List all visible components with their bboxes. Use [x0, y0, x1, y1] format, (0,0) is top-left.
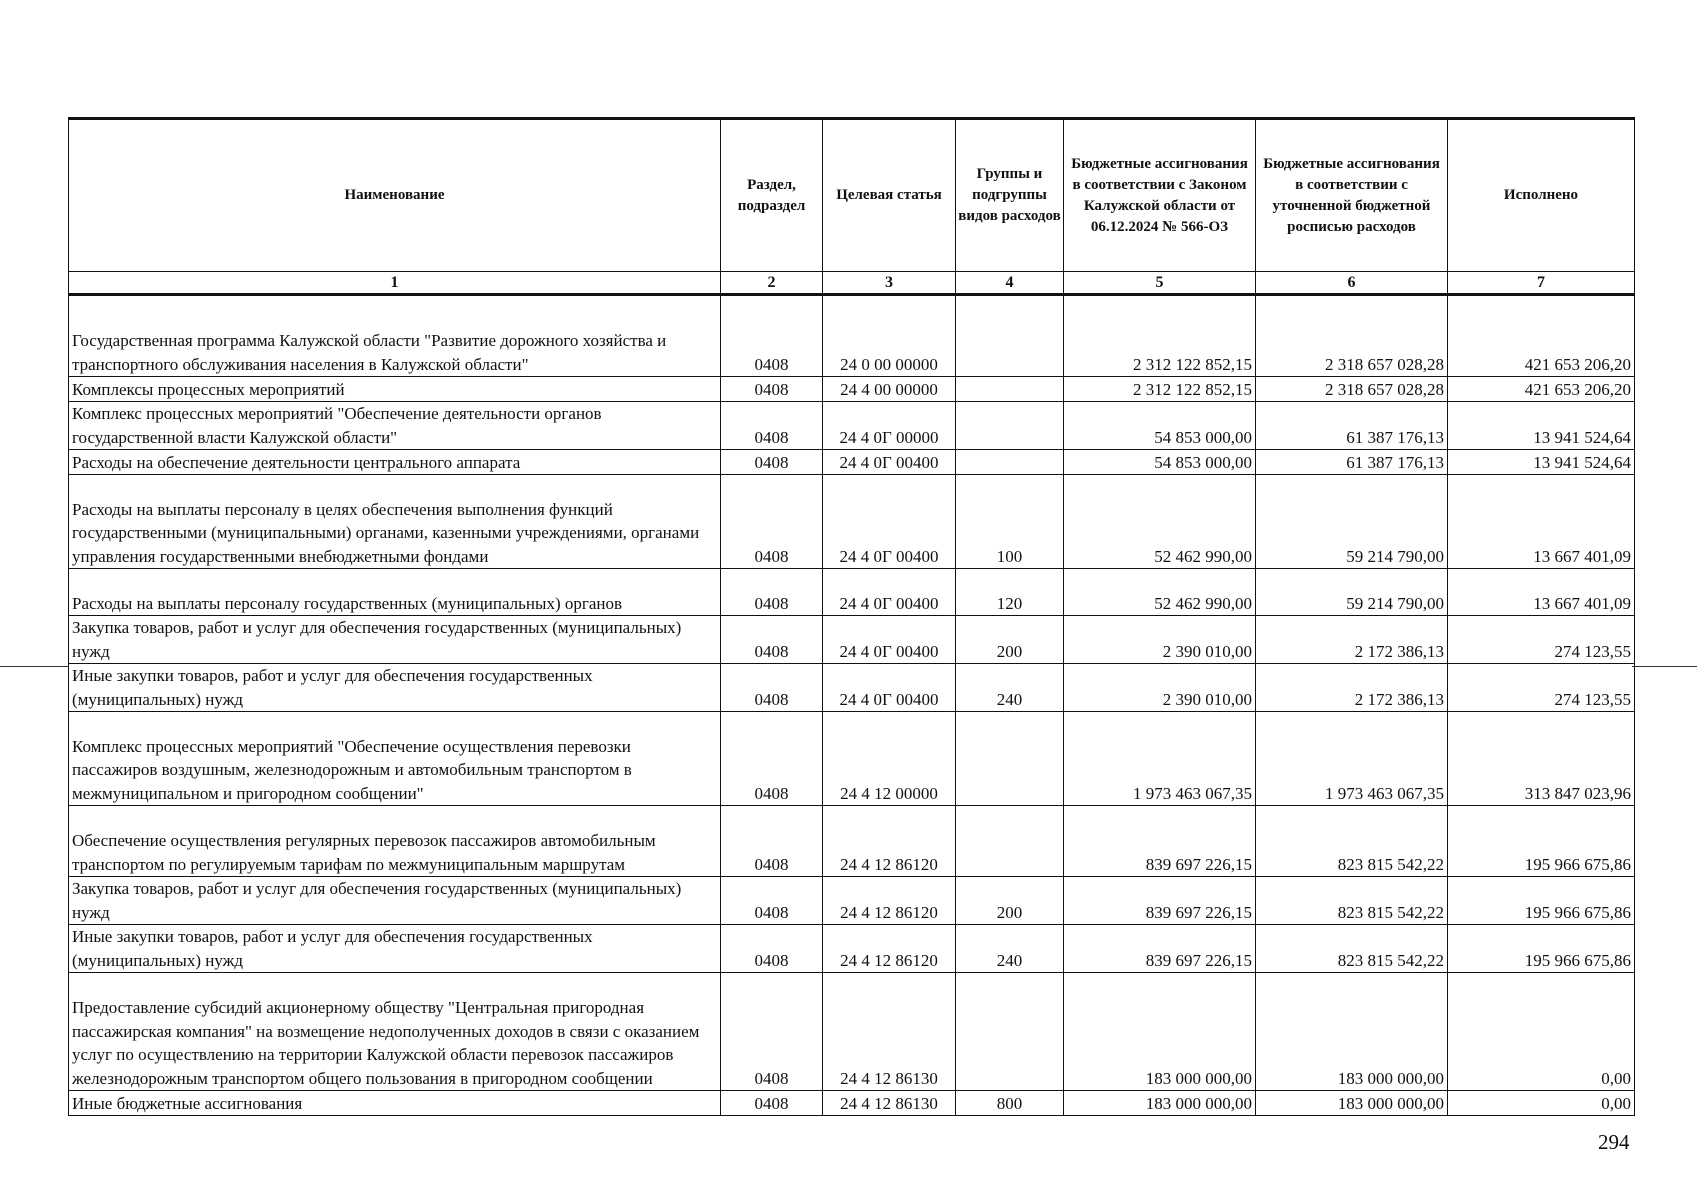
row-refined: 1 973 463 067,35 — [1256, 712, 1448, 806]
row-target: 24 4 12 86120 — [823, 806, 956, 877]
row-section: 0408 — [721, 877, 823, 925]
row-section: 0408 — [721, 616, 823, 664]
row-name: Иные бюджетные ассигнования — [69, 1091, 721, 1116]
header-law: Бюджетные ассигнования в соответствии с Законом Калужской области от 06.12.2024 № 566-ОЗ — [1064, 119, 1256, 272]
row-group — [956, 295, 1064, 377]
row-executed: 13 941 524,64 — [1448, 402, 1635, 450]
row-refined: 823 815 542,22 — [1256, 806, 1448, 877]
row-group — [956, 377, 1064, 402]
row-section: 0408 — [721, 377, 823, 402]
col-number: 5 — [1064, 272, 1256, 295]
row-target: 24 4 12 00000 — [823, 712, 956, 806]
row-executed: 195 966 675,86 — [1448, 877, 1635, 925]
row-name: Иные закупки товаров, работ и услуг для обеспечения государственных (муниципальных) нужд — [69, 925, 721, 973]
row-executed: 421 653 206,20 — [1448, 295, 1635, 377]
row-law: 1 973 463 067,35 — [1064, 712, 1256, 806]
header-name: Наименование — [69, 119, 721, 272]
row-group: 200 — [956, 616, 1064, 664]
row-section: 0408 — [721, 806, 823, 877]
row-executed: 13 667 401,09 — [1448, 569, 1635, 616]
table-row — [69, 616, 1635, 664]
row-law: 52 462 990,00 — [1064, 475, 1256, 569]
col-number: 2 — [721, 272, 823, 295]
scan-line-right — [1632, 666, 1697, 667]
scan-line-left — [0, 666, 68, 667]
column-number-row — [69, 272, 1635, 295]
row-group — [956, 973, 1064, 1091]
row-section: 0408 — [721, 569, 823, 616]
row-name: Комплексы процессных мероприятий — [69, 377, 721, 402]
row-law: 54 853 000,00 — [1064, 450, 1256, 475]
row-refined: 2 318 657 028,28 — [1256, 377, 1448, 402]
table-row — [69, 377, 1635, 402]
table-row — [69, 569, 1635, 616]
row-target: 24 4 0Г 00400 — [823, 616, 956, 664]
row-name: Комплекс процессных мероприятий "Обеспечение деятельности органов государственной власти Калужской области" — [69, 402, 721, 450]
row-section: 0408 — [721, 973, 823, 1091]
row-target: 24 4 12 86120 — [823, 925, 956, 973]
row-refined: 823 815 542,22 — [1256, 877, 1448, 925]
row-name: Иные закупки товаров, работ и услуг для обеспечения государственных (муниципальных) нужд — [69, 664, 721, 712]
row-name: Закупка товаров, работ и услуг для обеспечения государственных (муниципальных) нужд — [69, 877, 721, 925]
row-refined: 823 815 542,22 — [1256, 925, 1448, 973]
row-group: 100 — [956, 475, 1064, 569]
row-executed: 274 123,55 — [1448, 664, 1635, 712]
row-law: 839 697 226,15 — [1064, 877, 1256, 925]
row-refined: 61 387 176,13 — [1256, 402, 1448, 450]
header-groups: Группы и подгруппы видов расходов — [956, 119, 1064, 272]
row-section: 0408 — [721, 402, 823, 450]
row-refined: 59 214 790,00 — [1256, 569, 1448, 616]
row-target: 24 4 12 86130 — [823, 973, 956, 1091]
row-name: Закупка товаров, работ и услуг для обеспечения государственных (муниципальных) нужд — [69, 616, 721, 664]
header-section: Раздел, подраздел — [721, 119, 823, 272]
row-group: 200 — [956, 877, 1064, 925]
row-group — [956, 402, 1064, 450]
row-group: 240 — [956, 925, 1064, 973]
table-row — [69, 973, 1635, 1091]
row-law: 183 000 000,00 — [1064, 1091, 1256, 1116]
row-executed: 13 667 401,09 — [1448, 475, 1635, 569]
row-name: Расходы на выплаты персоналу государственных (муниципальных) органов — [69, 569, 721, 616]
row-section: 0408 — [721, 295, 823, 377]
row-refined: 2 172 386,13 — [1256, 664, 1448, 712]
row-group: 240 — [956, 664, 1064, 712]
row-law: 54 853 000,00 — [1064, 402, 1256, 450]
col-number: 1 — [69, 272, 721, 295]
row-executed: 313 847 023,96 — [1448, 712, 1635, 806]
col-number: 4 — [956, 272, 1064, 295]
table-row — [69, 402, 1635, 450]
table-row — [69, 877, 1635, 925]
row-section: 0408 — [721, 664, 823, 712]
table-row — [69, 712, 1635, 806]
page-number: 294 — [1598, 1130, 1630, 1154]
row-group — [956, 712, 1064, 806]
row-target: 24 0 00 00000 — [823, 295, 956, 377]
row-executed: 195 966 675,86 — [1448, 806, 1635, 877]
col-number: 3 — [823, 272, 956, 295]
row-executed: 421 653 206,20 — [1448, 377, 1635, 402]
table-row — [69, 664, 1635, 712]
row-target: 24 4 0Г 00400 — [823, 475, 956, 569]
row-law: 839 697 226,15 — [1064, 806, 1256, 877]
row-target: 24 4 00 00000 — [823, 377, 956, 402]
row-name: Предоставление субсидий акционерному обществу "Центральная пригородная пассажирская компания" на возмещение недополученных доходов в связи с оказанием услуг по осуществлению на территории Калужской области перевозок пассажиров железнодорожным транспортом общего пользования в пригородном сообщении — [69, 973, 721, 1091]
row-law: 183 000 000,00 — [1064, 973, 1256, 1091]
row-executed: 274 123,55 — [1448, 616, 1635, 664]
header-target: Целевая статья — [823, 119, 956, 272]
row-target: 24 4 0Г 00000 — [823, 402, 956, 450]
row-group: 800 — [956, 1091, 1064, 1116]
header-executed: Исполнено — [1448, 119, 1635, 272]
row-executed: 0,00 — [1448, 973, 1635, 1091]
row-section: 0408 — [721, 450, 823, 475]
row-section: 0408 — [721, 1091, 823, 1116]
row-law: 2 312 122 852,15 — [1064, 295, 1256, 377]
row-group: 120 — [956, 569, 1064, 616]
row-name: Обеспечение осуществления регулярных перевозок пассажиров автомобильным транспортом по регулируемым тарифам по межмуниципальным маршрутам — [69, 806, 721, 877]
row-law: 52 462 990,00 — [1064, 569, 1256, 616]
row-target: 24 4 0Г 00400 — [823, 450, 956, 475]
row-law: 2 312 122 852,15 — [1064, 377, 1256, 402]
row-refined: 2 318 657 028,28 — [1256, 295, 1448, 377]
row-target: 24 4 12 86130 — [823, 1091, 956, 1116]
header-refined: Бюджетные ассигнования в соответствии с уточненной бюджетной росписью расходов — [1256, 119, 1448, 272]
row-executed: 0,00 — [1448, 1091, 1635, 1116]
col-number: 7 — [1448, 272, 1635, 295]
row-group — [956, 806, 1064, 877]
row-target: 24 4 0Г 00400 — [823, 664, 956, 712]
table-row — [69, 925, 1635, 973]
table-row — [69, 475, 1635, 569]
row-group — [956, 450, 1064, 475]
row-section: 0408 — [721, 475, 823, 569]
row-name: Государственная программа Калужской области "Развитие дорожного хозяйства и транспортного обслуживания населения в Калужской области" — [69, 295, 721, 377]
table-row — [69, 806, 1635, 877]
budget-table — [68, 117, 1635, 1116]
row-section: 0408 — [721, 925, 823, 973]
row-law: 2 390 010,00 — [1064, 664, 1256, 712]
row-refined: 183 000 000,00 — [1256, 973, 1448, 1091]
row-refined: 2 172 386,13 — [1256, 616, 1448, 664]
row-law: 839 697 226,15 — [1064, 925, 1256, 973]
row-law: 2 390 010,00 — [1064, 616, 1256, 664]
row-refined: 183 000 000,00 — [1256, 1091, 1448, 1116]
table-row — [69, 295, 1635, 377]
table-row — [69, 1091, 1635, 1116]
row-name: Расходы на обеспечение деятельности центрального аппарата — [69, 450, 721, 475]
table-row — [69, 450, 1635, 475]
row-name: Комплекс процессных мероприятий "Обеспечение осуществления перевозки пассажиров воздушным, железнодорожным и автомобильным транспортом в межмуниципальном и пригородном сообщении" — [69, 712, 721, 806]
col-number: 6 — [1256, 272, 1448, 295]
row-section: 0408 — [721, 712, 823, 806]
row-target: 24 4 0Г 00400 — [823, 569, 956, 616]
row-refined: 59 214 790,00 — [1256, 475, 1448, 569]
row-executed: 195 966 675,86 — [1448, 925, 1635, 973]
row-refined: 61 387 176,13 — [1256, 450, 1448, 475]
row-name: Расходы на выплаты персоналу в целях обеспечения выполнения функций государственными (муниципальными) органами, казенными учреждениями, органами управления государственными внебюджетными фондами — [69, 475, 721, 569]
table-header-row — [69, 119, 1635, 272]
row-executed: 13 941 524,64 — [1448, 450, 1635, 475]
row-target: 24 4 12 86120 — [823, 877, 956, 925]
